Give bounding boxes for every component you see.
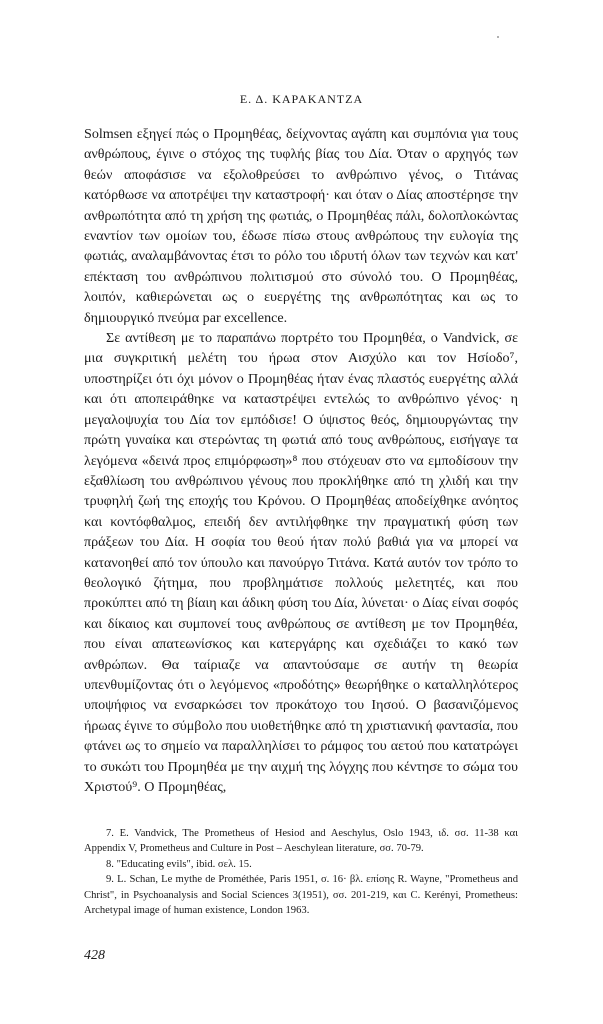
paragraph-1: Solmsen εξηγεί πώς ο Προμηθέας, δείχνοντας αγάπη και συμπόνια για τους ανθρώπους, έγινε ο στόχος της τυφλής βίας του Δία. Όταν ο αρχηγός των θεών αποφάσισε να εξολοθρεύσει το ανθρώπινο γένος, ο Τιτάνας κατόρθωσε να αποτρέψει την καταστροφή· και όταν ο Δίας αποστέρησε την ανθρωπότητα από τη χρήση της φωτιάς, ο Προμηθέας πάλι, δολοπλοκώντας εναντίον των ομοίων του, έδωσε πίσω στους ανθρώπους την ευλογία της φωτιάς, αναλαμβάνοντας έτσι το ρόλο του ιδρυτή όλων των τεχνών και κατ' επέκταση του ανθρώπινου πολιτισμού στο σύνολό του. Ο Προμηθέας, λοιπόν, καθιερώνεται ως ο ευεργέτης της ανθρωπότητας και ως το δημιουργικό πνεύμα par excellence. bbox=[84, 126, 518, 326]
running-header: Ε. Δ. ΚΑΡΑΚΑΝΤΖΑ bbox=[239, 92, 364, 106]
paragraph-2: Σε αντίθεση με το παραπάνω πορτρέτο του Προμηθέα, ο Vandvick, σε μια συγκριτική μελέτη του ήρωα στον Αισχύλο και τον Ησίοδο⁷, υποστηρίζει ότι όχι μόνον ο Προμηθέας ήταν ένας πλαστός ευεργέτης αλλά και ότι αποπειράθηκε να καταστρέψει εντελώς το ανθρώπινο γένος· η μεγαλοψυχία του Δία τον εμπόδισε! Ο ύψιστος θεός, δημιουργώντας την πρώτη γυναίκα και στερώντας τη φωτιά από τους ανθρώπους, εισήγαγε τα λεγόμενα «δεινά προς επιμόρφωση»⁸ που στόχευαν στο να εμποδίσουν την εξαθλίωση του ανθρώπινου γένους που προκλήθηκε από τη χλιδή και την τρυφηλή ζωή της εποχής του Κρόνου. Ο Προμηθέας αποδείχθηκε ανόητος και κοντόφθαλμος, επειδή δεν αντιλήφθηκε την πραγματική φύση των πράξεων του Δία. Η σοφία του θεού ήταν πολύ βαθιά για να μπορεί να κατανοηθεί από τον ύπουλο και πανούργο Τιτάνα. Κατά αυτόν τον τρόπο το θεολογικό ζήτημα, που προβλημάτισε πολλούς μελετητές, και που προκύπτει από τη βίαιη και άδικη φύση του Δία, λύνεται· ο Δίας είναι σοφός και δίκαιος και συμπονεί τους ανθρώπους σε αντίθεση με τον Προμηθέα, που είναι απατεωνίσκος και κατεργάρης και σχεδιάζει το κακό των ανθρώπων. Θα ταίριαζε να απαντούσαμε σε αυτήν τη θεωρία υπενθυμίζοντας ότι ο λεγόμενος «προδότης» θεωρήθηκε ο καταλληλότερος υποψήφιος να ενσαρκώσει τον προκάτοχο του Ιησού. Ο βασανιζόμενος ήρωας έγινε το σύμβολο που υιοθετήθηκε από τη χριστιανική φαντασία, που φτάνει ως το σημείο να παραλληλίσει το ράμφος του αετού που κατατρώγει το συκώτι του Προμηθέα με την αιχμή της λόγχης που κέντησε το σώμα του Χριστού⁹. Ο Προμηθέας, bbox=[84, 330, 518, 795]
main-text bbox=[84, 124, 518, 797]
footnote-7: 7. E. Vandvick, The Prometheus of Hesiod and Aeschylus, Oslo 1943, ιδ. σσ. 11-38 και Appendix V, Prometheus and Culture in Post – Aeschylean literature, σσ. 70-79. bbox=[84, 828, 518, 855]
footnote-9: 9. L. Schan, Le mythe de Prométhée, Paris 1951, σ. 16· βλ. επίσης R. Wayne, "Prometheus and Christ", in Psychoanalysis and Social Sciences 3(1951), σσ. 201-219, και C. Kerényi, Prometheus: Archetypal image of human existence, London 1963. bbox=[84, 874, 518, 917]
scan-speck bbox=[497, 36, 499, 38]
footnote-8: 8. "Educating evils", ibid. σελ. 15. bbox=[106, 858, 252, 870]
footnotes bbox=[84, 826, 518, 918]
page-number: 428 bbox=[84, 948, 105, 963]
